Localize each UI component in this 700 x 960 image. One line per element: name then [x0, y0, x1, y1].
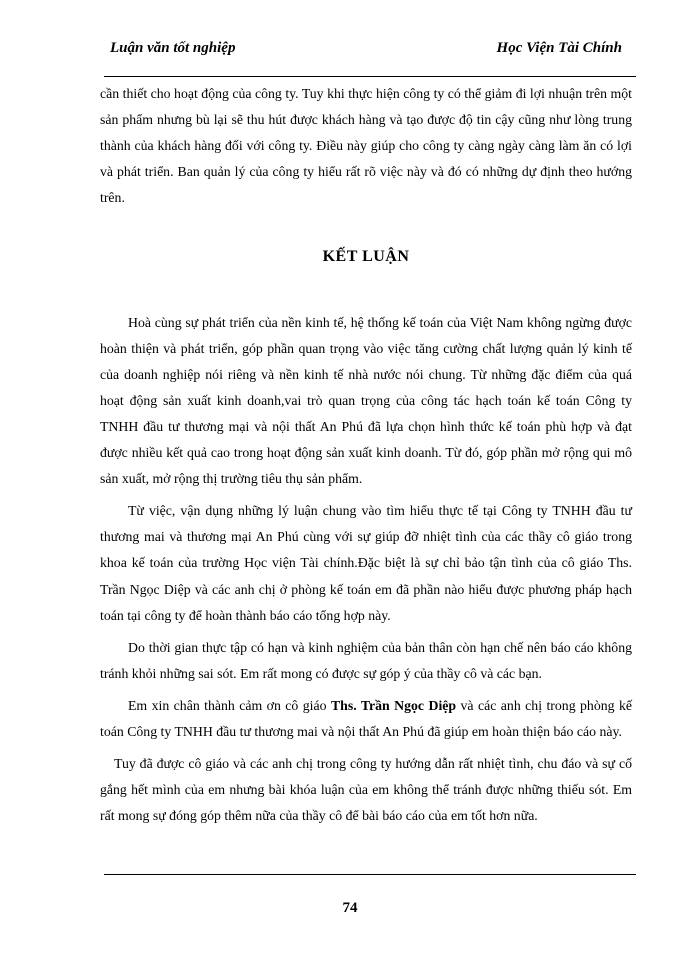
section-title: KẾT LUẬN [322, 248, 410, 266]
advisor-name: Ths. Trần Ngọc Diệp [330, 697, 457, 713]
header-rule [104, 76, 636, 77]
thanks-paragraph [100, 693, 632, 745]
intro-paragraph: cần thiết cho hoạt động của công ty. Tuy khi thực hiện công ty có thể giảm đi lợi nhuận trên một sản phẩm nhưng bù lại sẽ thu hút được khách hàng và tạo được độ tin cậy cũng như lòng trung thành của khách hàng đối với công ty. Điều này giúp cho công ty càng ngày càng làm ăn có lợi và phát triển. Ban quản lý của công ty hiểu rất rõ việc này và đó có những dự định theo hướng trên. [100, 86, 632, 206]
document-body [100, 81, 632, 829]
footer-rule [104, 874, 636, 875]
conclusion-paragraph-3: Do thời gian thực tập có hạn và kinh nghiệm của bản thân còn hạn chế nên báo cáo không tránh khỏi những sai sót. Em rất mong có được sự góp ý của thầy cô và các bạn. [100, 639, 632, 681]
thanks-text-before: Em xin chân thành cảm ơn cô giáo [128, 697, 331, 713]
header-institution-label: Học Viện Tài Chính [496, 40, 622, 56]
page-header [110, 40, 622, 57]
header-thesis-label: Luận văn tốt nghiệp [110, 40, 236, 56]
thanks-text-after: và các anh chị trong phòng kế toán Công ty TNHH đầu tư thương mai và nội thất An Phú đã giúp em hoàn thiện báo cáo này. [100, 697, 632, 739]
conclusion-paragraph-2: Từ việc, vận dụng những lý luận chung vào tìm hiểu thực tế tại Công ty TNHH đầu tư thương mai và thương mại An Phú cùng với sự giúp đỡ nhiệt tình của các thầy cô giáo trong khoa kế toán của trường Học viện Tài chính.Đặc biệt là sự chỉ bảo tận tình của cô giáo Ths. Trần Ngọc Diệp và các anh chị ở phòng kế toán em đã phần nào hiểu được phương pháp hạch toán tại công ty để hoàn thành báo cáo tổng hợp này. [100, 503, 632, 623]
closing-paragraph: Tuy đã được cô giáo và các anh chị trong công ty hướng dẫn rất nhiệt tình, chu đáo và sự cố gắng hết mình của em nhưng bài khóa luận của em không thể tránh được những thiếu sót. Em rất mong sự đóng góp thêm nữa của thầy cô để bài báo cáo của em tốt hơn nữa. [100, 756, 632, 824]
page-number: 74 [342, 900, 358, 916]
conclusion-paragraph-1: Hoà cùng sự phát triển của nền kinh tế, hệ thống kế toán của Việt Nam không ngừng được hoàn thiện và phát triển, góp phần quan trọng vào việc tăng cường chất lượng quản lý kinh tế của doanh nghiệp nói riêng và nền kinh tế nhà nước nói chung. Từ những đặc điểm của quá hoạt động sản xuất kinh doanh,vai trò quan trọng của công tác hạch toán kế toán Công ty TNHH đầu tư thương mại và nội thất An Phú đã lựa chọn hình thức kế toán phù hợp và đạt được nhiều kết quả cao trong hoạt động sản xuất kinh doanh. Từ đó, góp phần mở rộng qui mô sản xuất, mở rộng thị trường tiêu thụ sản phẩm. [100, 314, 632, 487]
